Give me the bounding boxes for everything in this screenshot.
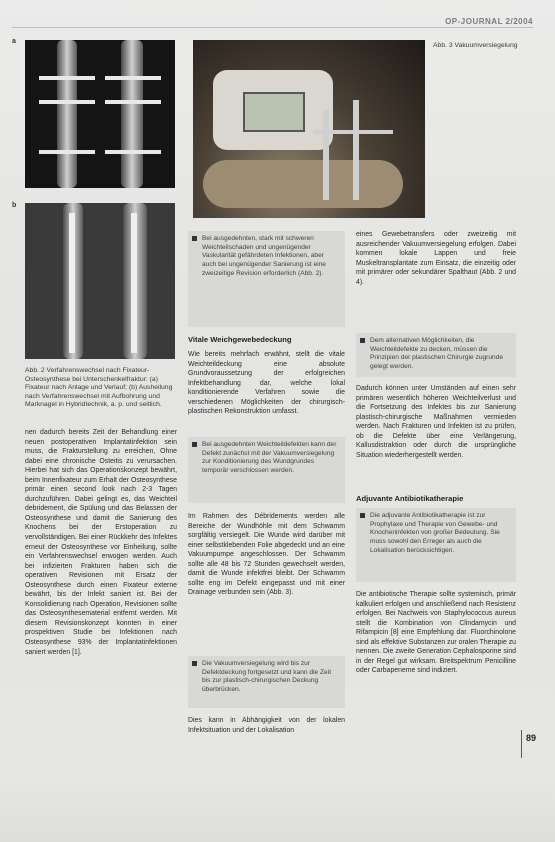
section-heading: Adjuvante Antibiotikatherapie (356, 494, 464, 503)
left-paragraph: nen dadurch bereits Zeit der Behandlung einer neuen postoperativen Implantatinfektion sein muss, die Frakturstellung zu erreichen, Ohne dabei eine chronische Osteitis zu verursachen. Hierbei hat sich das Operationskonzept bewährt, beim Innenfixateur zum Erhalt der Osteosynthese primär einen second look nach 2-3 Tagen durchzuführen. Dabei gelingt es, das Weichteil debridement, die Spülung und das Belassen der Osteosynthese und damit die Sanierung des Knochens bei der Erstoperation zu vervollständigen. Bei einer Rückkehr des Infektes erneut der Osteosynthese vor Einheilung, sollte ein Verfahrenswechsel erwogen werden. Auch bei infizierten Frakturen haben sich die operativen Revisionen mit Ersatz der Osteosynthese durch einen Fixateur externe bewährt, bis der Infekt saniert ist. Bei der Konsolidierung nach Operation, Revisionen sollte das Osteosynthesematerial entfernt werden. Mit diesem Revisionskonzept konnten in einer prospektiven Studie bei Infektionen nach Osteosynthese 93% der Implantatinfektionen saniert werden [1]. (25, 429, 177, 656)
figure-label-a: a (12, 38, 16, 45)
page-shadow (0, 782, 555, 842)
bullet-square-icon (192, 442, 197, 447)
xray-image-b (25, 203, 175, 359)
mid-paragraph-2: Im Rahmen des Débridements werden alle Bereiche der Wundhöhle mit dem Schwamm sorgfältig versiegelt. Die Wunde wird darüber mit einer selbstklebenden Folie abgedeckt und an eine Vakuumpumpe angeschlossen. Der Schwamm sollte alle 48 bis 72 Stunden gewechselt werden, damit die Wunde infektfrei bleibt. Der Schwamm sollte eng im Defekt eingepasst und mit einer Drainage verbunden sein (Abb. 3). (188, 513, 345, 597)
right-paragraph-2: Dadurch können unter Umständen auf einen sehr primären wesentlich höheren Weichteilverlust und die Fortsetzung des Infektes bis zur Sanierung plastisch-chirurgische Maßnahmen vermieden werden. Nach Frakturen und Infekten ist zu prüfen, ob die Defekte über eine Verlängerung, Kallusdistraktion oder durch die ursprüngliche Situation wiederhergestellt werden. (356, 385, 516, 459)
xray-image-a (25, 40, 175, 188)
vacuum-sealing-photo (193, 40, 425, 218)
highlight-box (356, 333, 516, 377)
highlight-text: Dem alternativen Möglichkeiten, die Weichteildefekte zu decken, müssen die Prinzipien der plastischen Chirurgie zugrunde gelegt werden. (370, 337, 504, 371)
figure-3-caption: Abb. 3 Vakuumversiegelung (433, 42, 518, 49)
right-paragraph-3: Die antibiotische Therapie sollte systemisch, primär kalkuliert erfolgen und anschließend nach Resistenz erfolgen. Bei Nachweis von Staphylococcus aureus stellt die Kombination von Clindamycin und Rifampicin [8] eine Empfehlung dar. Fluorchinolone sind als effektive Substanzen zur oralen Therapie zu nennen. Die zweite Generation Cephalosporine sind in der Regel gut wirksam. Breitspektrum Penicilline oder Carbapeneme sind indiziert. (356, 591, 516, 675)
left-column-text (25, 428, 177, 659)
journal-header: OP-JOURNAL 2/2004 (445, 17, 533, 26)
bullet-square-icon (360, 338, 365, 343)
right-paragraph-1: eines Gewebetransfers oder zweizeitig mit ausreichender Vakuumversiegelung erfolgen. Dabei kommen lokale Lappen und freie Muskeltransplantate zum Einsatz, die einzeitig oder mit primärer oder sekundärer Spalthaut (Abb. 2 und 4). (356, 231, 516, 286)
highlight-box (188, 231, 345, 327)
bullet-square-icon (192, 661, 197, 666)
highlight-text: Die adjuvante Antibiotikatherapie ist zur Prophylaxe und Therapie von Gewebe- und Knocheninfekten von großer Bedeutung. Sie muss sowohl den Erreger als auch die Lokalisation berücksichtigen. (370, 512, 500, 554)
page-number: 89 (526, 733, 537, 743)
mid-paragraph-3: Dies kann in Abhängigkeit von der lokalen Infektsituation und der Lokalisation (188, 717, 345, 734)
bullet-square-icon (360, 513, 365, 518)
figure-2-caption: Abb. 2 Verfahrenswechsel nach Fixateur-Osteosynthese bei Unterschenkelfraktur: (a) Fixateur nach Anlage und Verlauf; (b) Ausheilung nach Verfahrenswechsel mit Aufbohrung und Marknagel in Hybridtechnik, a. p. und seitlich. (25, 367, 173, 409)
figure-label-b: b (12, 202, 17, 209)
mid-paragraph-1: Wie bereits mehrfach erwähnt, stellt die vitale Weichteildeckung eine absolute Grundvoraussetzung der erfolgreichen Infektbehandlung dar, welche lokal konditionierende Verfahren sowie die verschiedenen Möglichkeiten der chirurgisch-plastischen Rekonstruktion umfasst. (188, 351, 345, 416)
highlight-text: Bei ausgedehnten, stark mit schweren Weichteilschaden und ungenügender Vaskularität gefährdeten Infektionen, aber auch bei ungenügender Sanierung ist eine zweizeitige Revision erforderlich (Abb. 2). (202, 235, 326, 277)
highlight-box (356, 508, 516, 582)
highlight-box (188, 656, 345, 708)
page-number-bar (521, 730, 522, 758)
section-heading: Vitale Weichgewebedeckung (188, 335, 292, 344)
highlight-text: Bei ausgedehnten Weichteildefekten kann der Defekt zunächst mit der Vakuumversiegelung zur Konditionierung des Wundgrundes temporär verschlossen werden. (202, 441, 337, 475)
header-rule (12, 27, 533, 28)
highlight-box (188, 437, 345, 503)
highlight-text: Die Vakuumversiegelung wird bis zur Defektdeckung fortgesetzt und kann die Zeit bis zur plastisch-chirurgischen Deckung überbrücken. (202, 660, 332, 694)
bullet-square-icon (192, 236, 197, 241)
